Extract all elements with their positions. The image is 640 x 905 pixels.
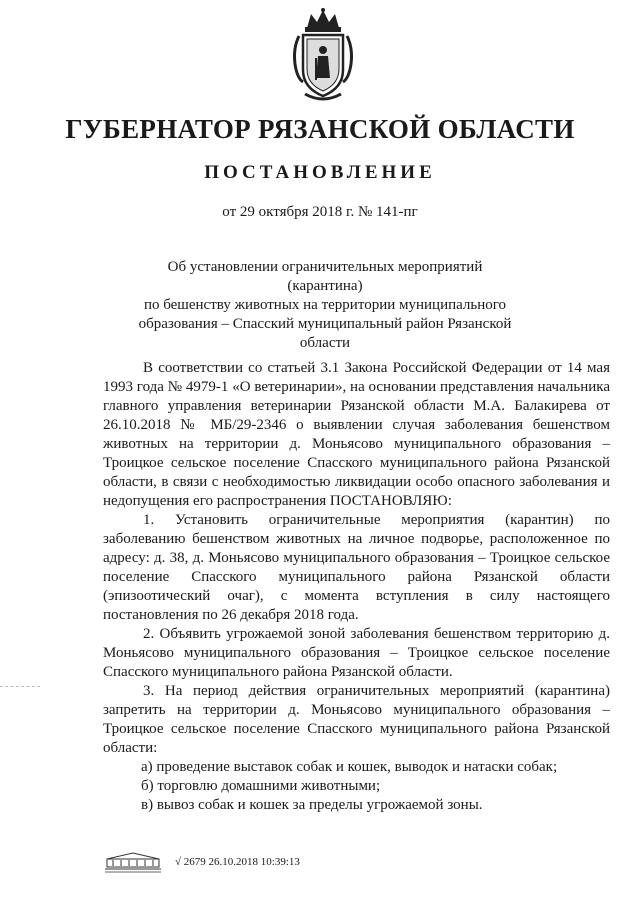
registration-footer	[103, 850, 300, 874]
registration-stamp-text: √ 2679 26.10.2018 10:39:13	[175, 856, 300, 868]
coat-of-arms-icon	[285, 8, 361, 104]
subject-line: по бешенству животных на территории муниципального	[143, 297, 507, 313]
prohibition-item-b: б) торговлю домашними животными;	[141, 778, 381, 794]
resolution-point-1: 1. Установить ограничительные мероприятия (карантин) по заболеванию бешенством животных на личное подворье, расположенное по адресу: д. 38, д. Моньясово муниципального образования – Троицкое сельское поселение Спасского муниципального района Рязанской области (эпизоотический очаг), с момента вступления в силу настоящего постановления по 26 декабря 2018 года.	[103, 512, 610, 623]
margin-mark	[0, 686, 40, 687]
resolution-point-2: 2. Объявить угрожаемой зоной заболевания бешенством территорию д. Моньясово муниципального образования – Троицкое сельское поселение Спасского муниципального района Рязанской области.	[103, 626, 610, 680]
document-body	[103, 359, 610, 815]
subject-line: Об установлении ограничительных мероприятий (карантина)	[167, 259, 483, 294]
prohibition-item-c: в) вывоз собак и кошек за пределы угрожаемой зоны.	[141, 797, 483, 813]
prohibition-item-a: а) проведение выставок собак и кошек, выводок и натаски собак;	[141, 759, 558, 775]
subject-line: образования – Спасский муниципальный район Рязанской области	[138, 316, 512, 351]
page-title: ГУБЕРНАТОР РЯЗАНСКОЙ ОБЛАСТИ	[65, 114, 575, 144]
document-subject	[130, 258, 520, 353]
registration-stamp-icon	[103, 851, 163, 873]
resolution-point-3: 3. На период действия ограничительных мероприятий (карантина) запретить на территории д. Моньясово муниципального образования – Троицкое сельское поселение Спасского муниципального района Рязанской области:	[103, 683, 610, 756]
preamble-paragraph: В соответствии со статьей 3.1 Закона Российской Федерации от 14 мая 1993 года № 4979-1 «О ветеринарии», на основании представления начальника главного управления ветеринарии Рязанской области М.А. Балакирева от 26.10.2018 № МБ/29-2346 о выявлении случая заболевания бешенством животных на территории д. Моньясово муниципального образования – Троицкое сельское поселение Спасского муниципального района Рязанской области, в связи с необходимостью ликвидации особо опасного заболевания и недопущения его распространения ПОСТАНОВЛЯЮ:	[103, 360, 610, 509]
document-type: ПОСТАНОВЛЕНИЕ	[204, 162, 436, 183]
document-date-number: от 29 октября 2018 г. № 141-пг	[222, 204, 418, 220]
